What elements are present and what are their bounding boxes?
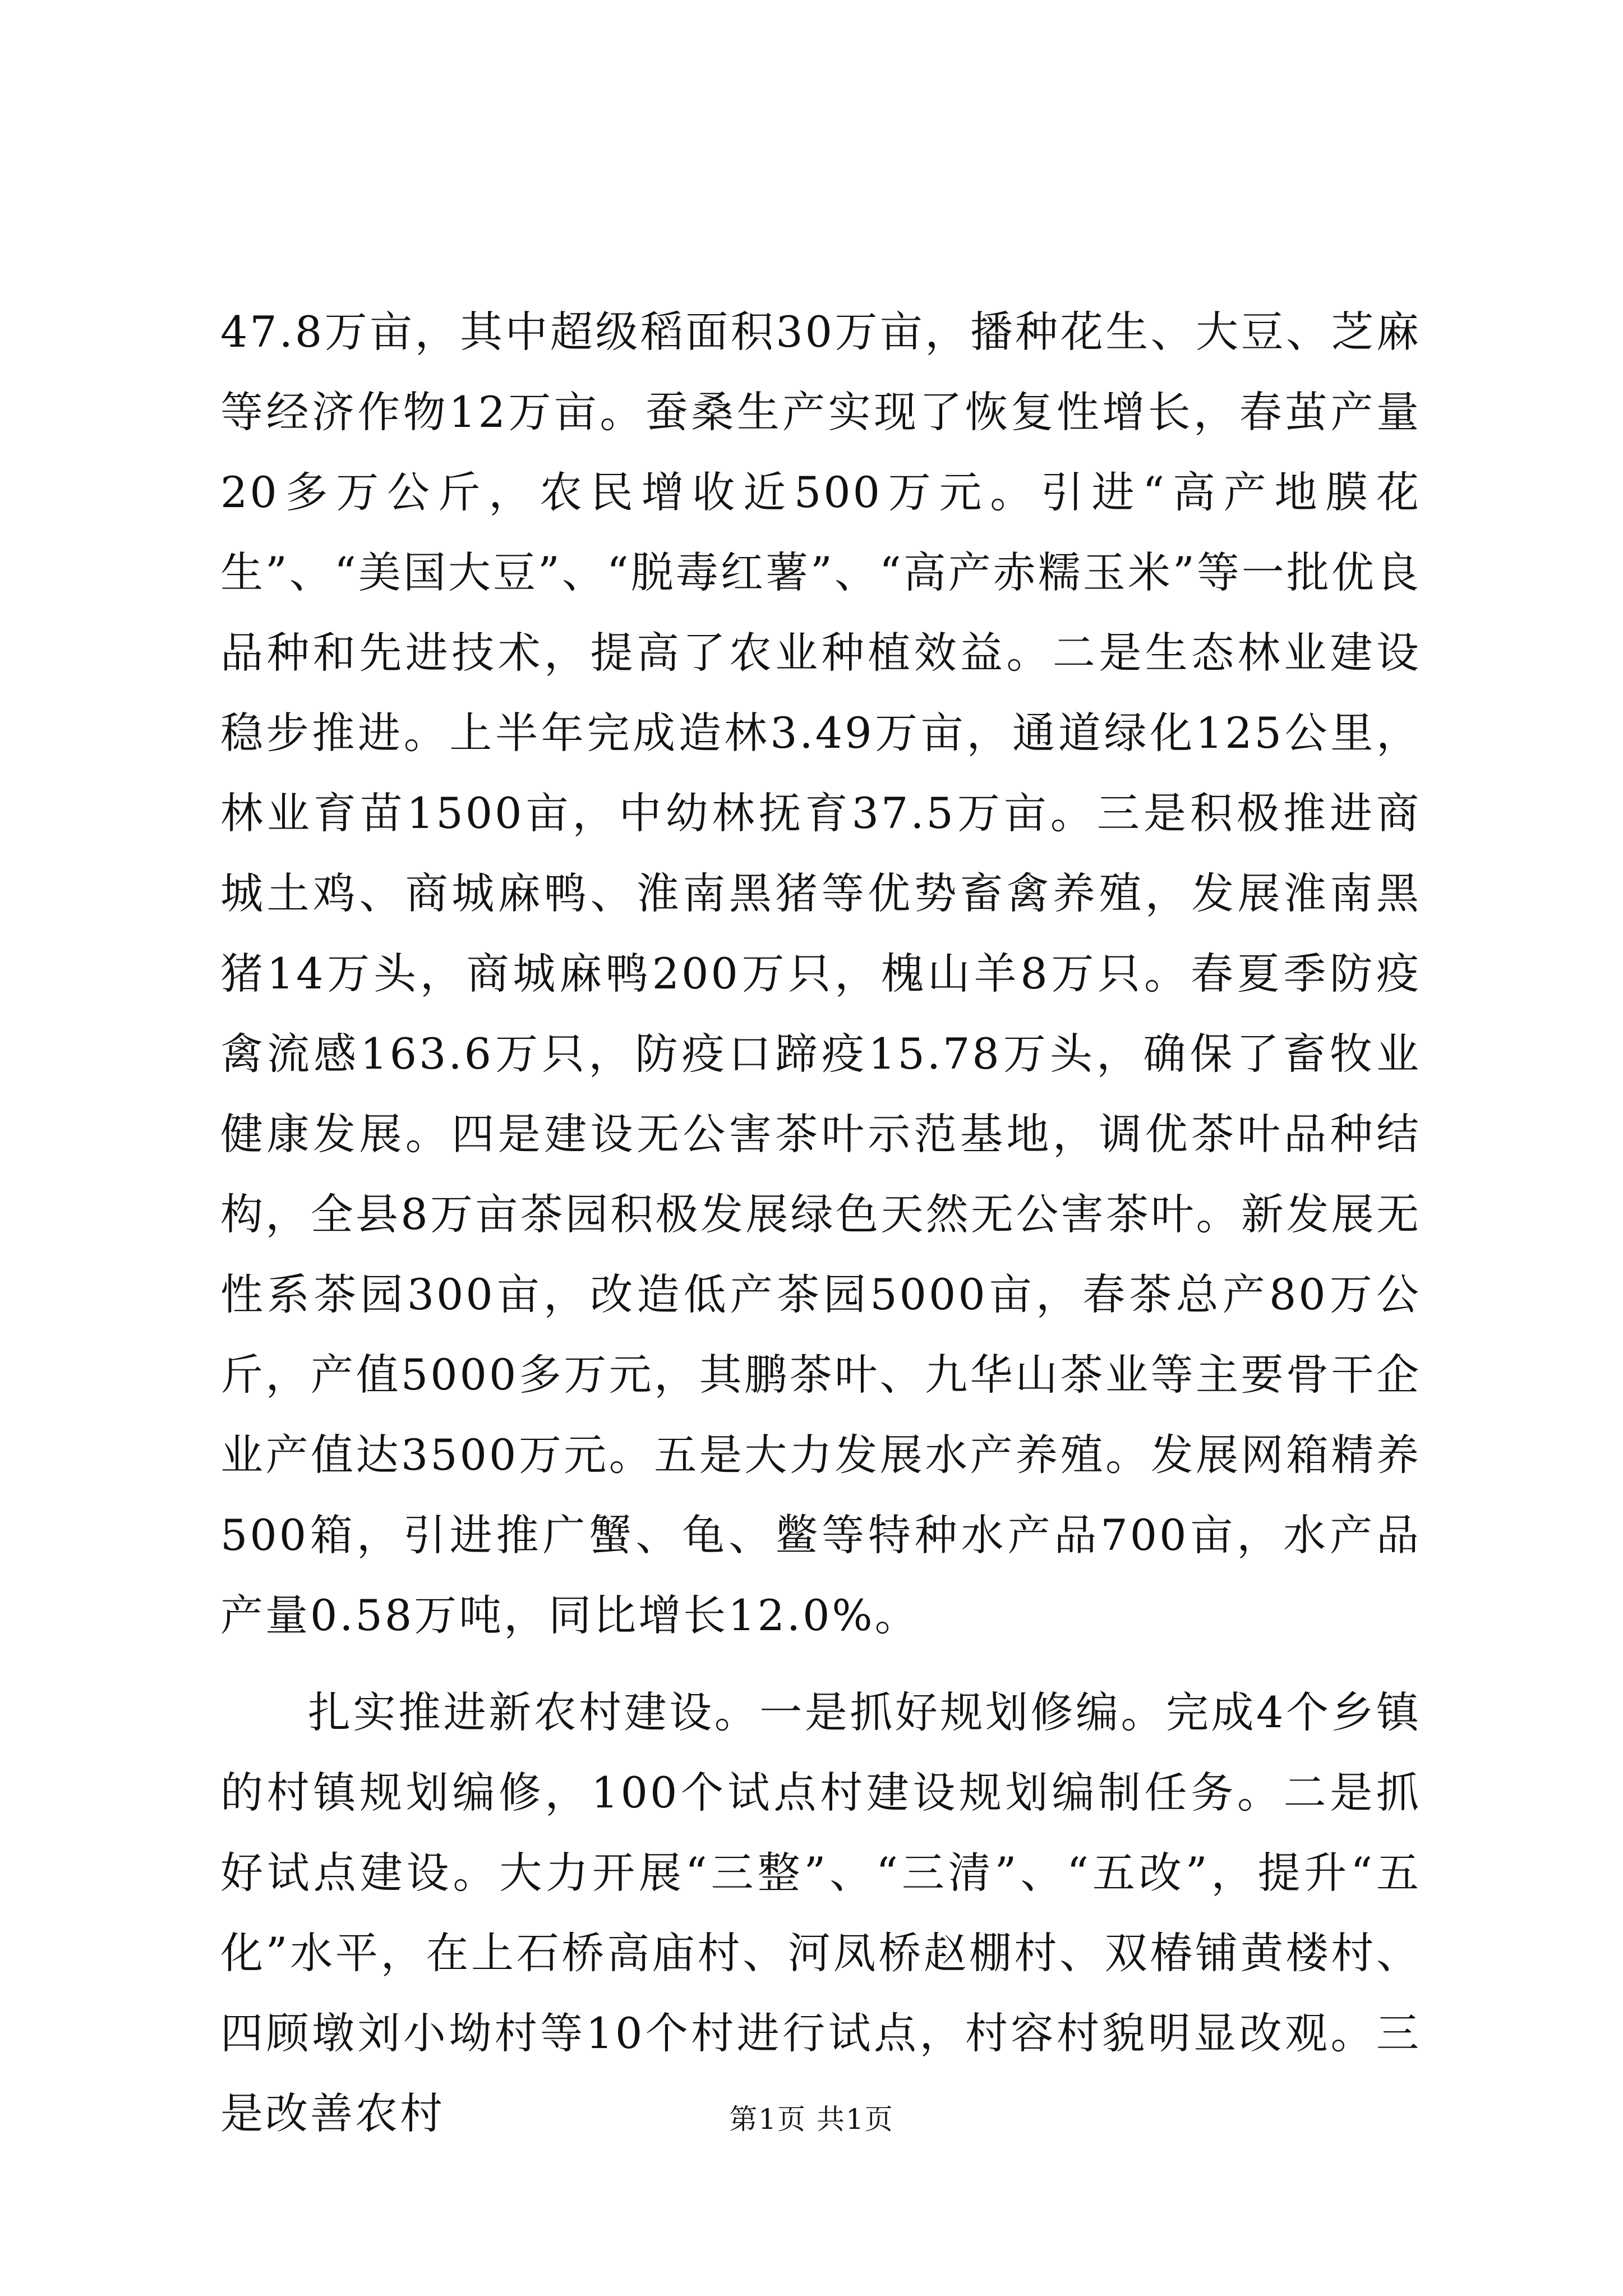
paragraph-agriculture: 47.8万亩，其中超级稻面积30万亩，播种花生、大豆、芝麻等经济作物12万亩。蚕桑生产实现了恢复性增长，春茧产量20多万公斤，农民增收近500万元。引进“高产地膜花生”、“美国大豆”、“脱毒红薯”、“高产赤糯玉米”等一批优良品种和先进技术，提高了农业种植效益。二是生态林业建设稳步推进。上半年完成造林3.49万亩，通道绿化125公里，林业育苗1500亩，中幼林抚育37.5万亩。三是积极推进商城土鸡、商城麻鸭、淮南黑猪等优势畜禽养殖，发展淮南黑猪14万头，商城麻鸭200万只，槐山羊8万只。春夏季防疫禽流感163.6万只，防疫口蹄疫15.78万头，确保了畜牧业健康发展。四是建设无公害茶叶示范基地，调优茶叶品种结构，全县8万亩茶园积极发展绿色天然无公害茶叶。新发展无性系茶园300亩，改造低产茶园5000亩，春茶总产80万公斤，产值5000多万元，其鹏茶叶、九华山茶业等主要骨干企业产值达3500万元。五是大力发展水产养殖。发展网箱精养500箱，引进推广蟹、龟、鳖等特种水产品700亩，水产品产量0.58万吨，同比增长12.0%。 bbox=[220, 307, 1421, 1640]
paragraph-new-countryside: 扎实推进新农村建设。一是抓好规划修编。完成4个乡镇的村镇规划编修，100个试点村建设规划编制任务。二是抓好试点建设。大力开展“三整”、“三清”、“五改”，提升“五化”水平，在上石桥高庙村、河凤桥赵棚村、双椿铺黄楼村、四顾墩刘小坳村等10个村进行试点，村容村貌明显改观。三是改善农村 bbox=[220, 1687, 1421, 2138]
page-footer: 第1页 共1页 bbox=[729, 2103, 894, 2136]
document-body bbox=[220, 292, 1421, 2154]
